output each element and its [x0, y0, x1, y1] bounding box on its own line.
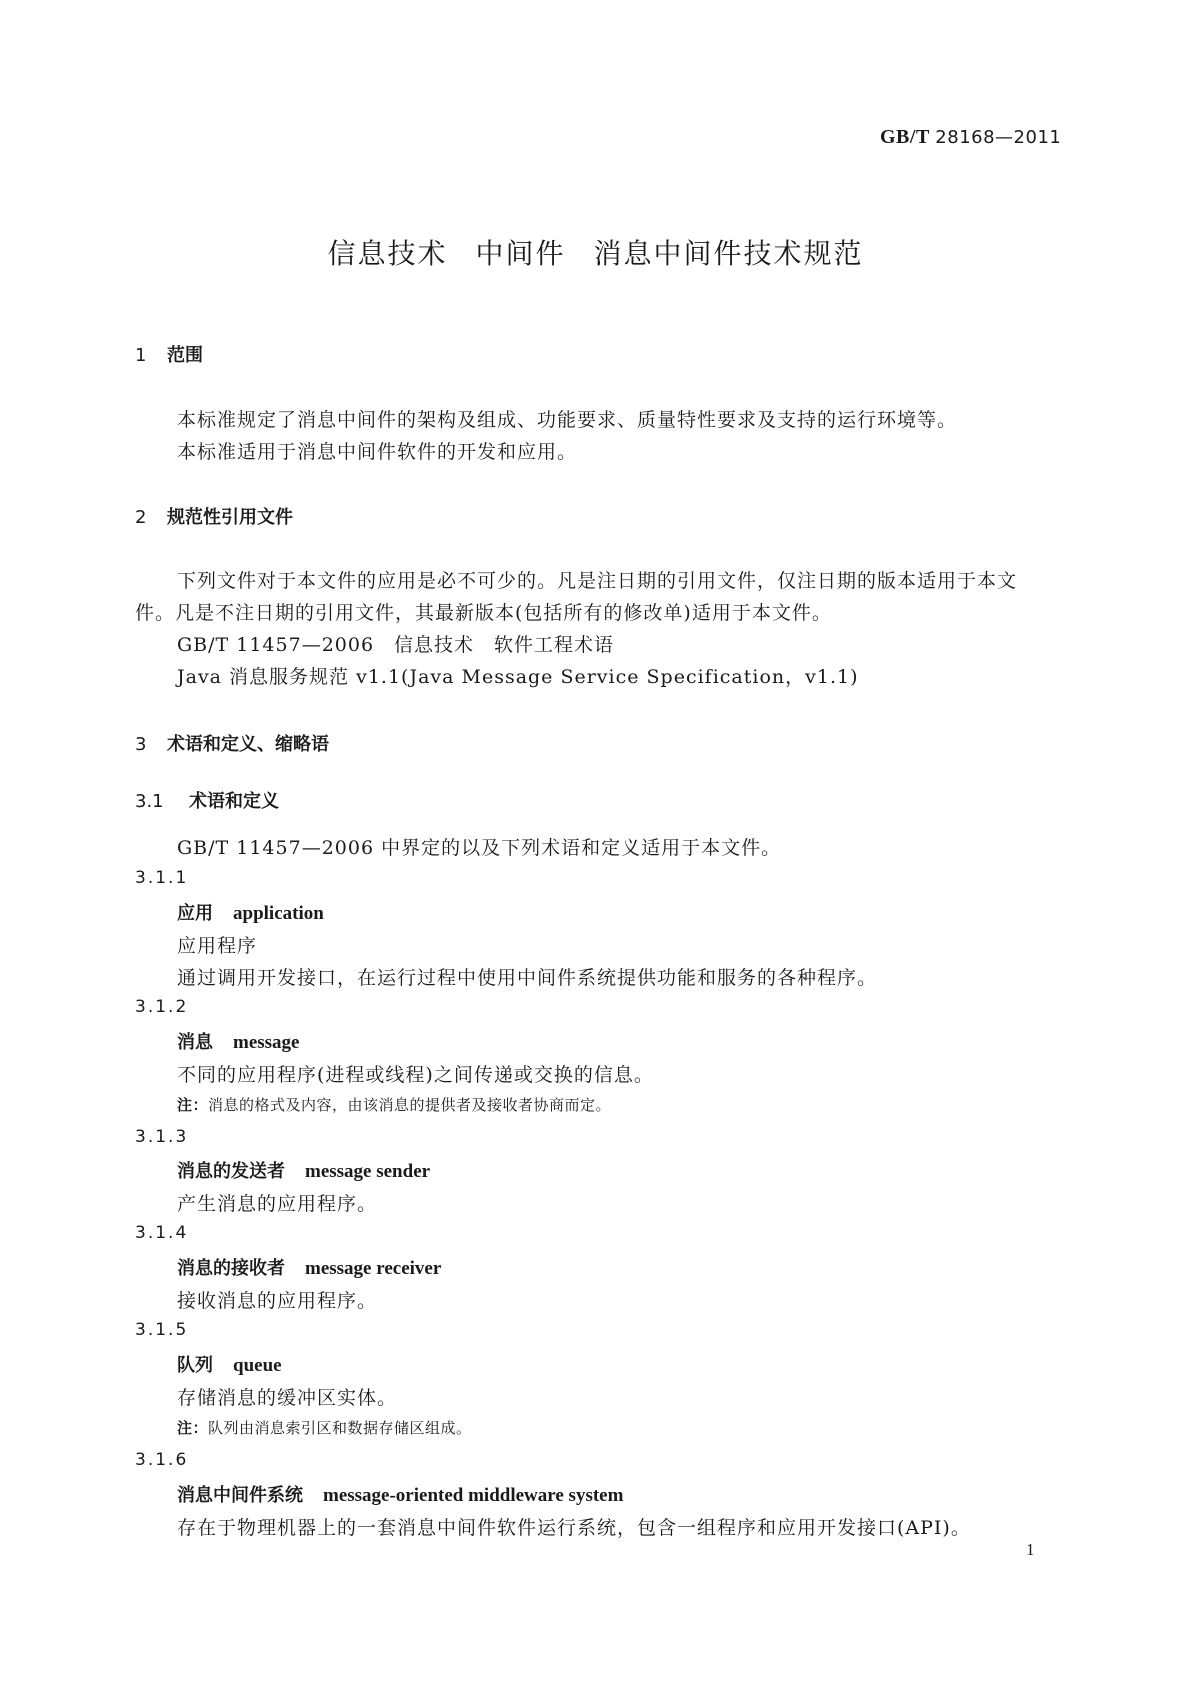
standard-number: 28168—2011	[935, 127, 1062, 148]
reference-item: Java 消息服务规范 v1.1(Java Message Service Specification，v1.1)	[177, 666, 859, 688]
term-en: message sender	[305, 1161, 431, 1182]
term-definition: 不同的应用程序(进程或线程)之间传递或交换的信息。	[177, 1064, 654, 1086]
document-title	[0, 232, 1191, 272]
term-definition: 产生消息的应用程序。	[177, 1193, 378, 1215]
standard-prefix: GB/T	[880, 126, 930, 148]
term-en: queue	[233, 1355, 282, 1376]
paragraph: 本标准规定了消息中间件的架构及组成、功能要求、质量特性要求及支持的运行环境等。	[177, 409, 958, 431]
standard-code	[880, 126, 1061, 149]
term-en: message-oriented middleware system	[323, 1485, 624, 1506]
section-title: 术语和定义、缩略语	[167, 734, 329, 755]
note-text: 消息的格式及内容，由该消息的提供者及接收者协商而定。	[208, 1096, 612, 1114]
term-heading	[177, 1351, 282, 1377]
term-note	[177, 1417, 472, 1438]
section-title: 范围	[167, 345, 203, 366]
title-part-1: 信息技术	[327, 237, 448, 270]
term-heading	[177, 1254, 441, 1280]
term-en: message	[233, 1032, 300, 1053]
paragraph: 下列文件对于本文件的应用是必不可少的。凡是注日期的引用文件，仅注日期的版本适用于本文	[177, 570, 1018, 592]
title-part-2: 中间件	[475, 237, 566, 270]
term-definition: 通过调用开发接口，在运行过程中使用中间件系统提供功能和服务的各种程序。	[177, 967, 878, 989]
subsection-number: 3.1	[135, 791, 164, 812]
paragraph: GB/T 11457—2006 中界定的以及下列术语和定义适用于本文件。	[177, 837, 782, 859]
term-cn: 队列	[177, 1355, 213, 1376]
section-3-heading	[135, 730, 329, 756]
term-heading	[177, 1028, 299, 1054]
note-label: 注：	[177, 1096, 209, 1114]
paragraph: 本标准适用于消息中间件软件的开发和应用。	[177, 441, 578, 463]
term-cn: 应用	[177, 903, 213, 924]
term-number: 3.1.2	[135, 997, 189, 1017]
term-definition: 存在于物理机器上的一套消息中间件软件运行系统，包含一组程序和应用开发接口(API)。	[177, 1517, 971, 1539]
term-cn: 消息的接收者	[177, 1258, 285, 1279]
term-number: 3.1.6	[135, 1450, 189, 1470]
paragraph-continuation: 件。凡是不注日期的引用文件，其最新版本(包括所有的修改单)适用于本文件。	[135, 602, 832, 624]
term-heading	[177, 899, 324, 925]
term-definition: 接收消息的应用程序。	[177, 1290, 378, 1312]
term-cn: 消息中间件系统	[177, 1485, 303, 1506]
section-number: 3	[135, 734, 147, 755]
section-1-heading	[135, 341, 203, 367]
section-number: 2	[135, 507, 147, 528]
term-en: message receiver	[305, 1258, 442, 1279]
term-definition: 存储消息的缓冲区实体。	[177, 1387, 398, 1409]
term-note	[177, 1094, 611, 1115]
term-number: 3.1.4	[135, 1223, 189, 1243]
section-title: 规范性引用文件	[167, 507, 293, 528]
term-heading	[177, 1481, 623, 1507]
term-number: 3.1.5	[135, 1320, 189, 1340]
subsection-title: 术语和定义	[189, 791, 279, 812]
term-number: 3.1.1	[135, 868, 189, 888]
term-synonym: 应用程序	[177, 935, 258, 957]
note-text: 队列由消息索引区和数据存储区组成。	[208, 1419, 472, 1437]
reference-item: GB/T 11457—2006 信息技术 软件工程术语	[177, 634, 615, 656]
title-part-3: 消息中间件技术规范	[593, 237, 864, 270]
section-number: 1	[135, 345, 147, 366]
term-heading	[177, 1157, 430, 1183]
page-number: 1	[1026, 1540, 1035, 1559]
section-2-heading	[135, 503, 293, 529]
note-label: 注：	[177, 1419, 209, 1437]
term-en: application	[233, 903, 324, 924]
term-cn: 消息	[177, 1032, 213, 1053]
term-number: 3.1.3	[135, 1127, 189, 1147]
term-cn: 消息的发送者	[177, 1161, 285, 1182]
subsection-heading	[135, 787, 279, 813]
